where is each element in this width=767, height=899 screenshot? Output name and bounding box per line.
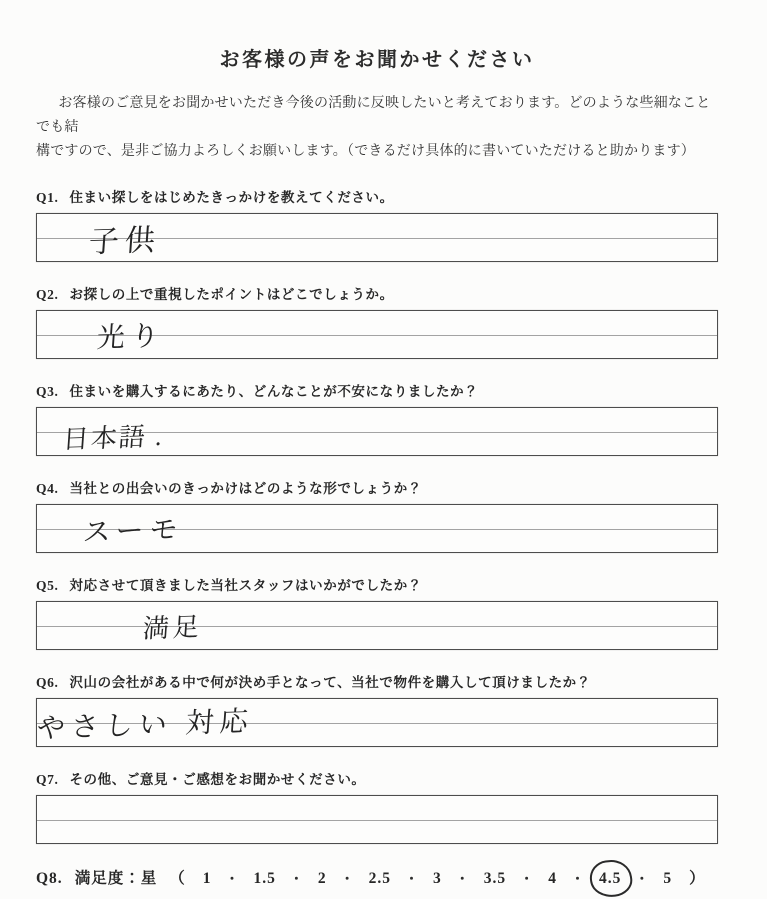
question-label — [36, 480, 718, 498]
question-label — [36, 189, 718, 207]
answer-box-midline — [37, 238, 717, 239]
handwritten-answer: スーモ — [81, 514, 185, 550]
question-text: 当社との出会いのきっかけはどのような形でしょうか？ — [69, 481, 422, 496]
answer-box-midline — [37, 820, 717, 821]
rating-option: 2 — [317, 870, 327, 887]
answer-box-midline — [37, 529, 717, 530]
question-text: 住まい探しをはじめたきっかけを教えてください。 — [69, 190, 394, 205]
question-number: Q2. — [36, 287, 59, 302]
rating-separator: ・ — [635, 871, 650, 886]
answer-box — [36, 310, 718, 359]
answer-box — [36, 795, 718, 844]
rating-option: 1 — [202, 870, 212, 887]
answer-box-midline — [37, 335, 717, 336]
rating-option: 1.5 — [253, 870, 276, 887]
rating-separator: ・ — [455, 871, 470, 886]
question-block-q1 — [36, 189, 718, 262]
question-block-q7 — [36, 771, 718, 844]
question-label — [36, 674, 718, 692]
question-label — [36, 577, 718, 595]
answer-box-midline — [37, 723, 717, 724]
rating-separator: ・ — [520, 871, 535, 886]
intro-line-2: 構ですので、是非ご協力よろしくお願いします。（できるだけ具体的に書いていただけると助かります） — [36, 144, 695, 159]
question-block-q5 — [36, 577, 718, 650]
question-number: Q4. — [36, 481, 59, 496]
open-paren: （ — [169, 870, 186, 887]
answer-box — [36, 601, 718, 650]
rating-option: 4 — [548, 870, 557, 887]
rating-option: 5 — [663, 870, 673, 887]
handwritten-answer: 子供 — [87, 224, 162, 260]
rating-separator: ・ — [289, 871, 304, 886]
rating-separator: ・ — [225, 871, 240, 886]
question-text: その他、ご意見・ご感想をお聞かせください。 — [69, 772, 366, 787]
handwritten-answer: 満足 — [141, 612, 204, 645]
question-number: Q6. — [36, 675, 59, 690]
intro-line-1: お客様のご意見をお聞かせいただき今後の活動に反映したいと考えております。どのような些細なことでも結 — [36, 96, 711, 135]
rating-option: 4.5 — [597, 868, 623, 890]
question-number: Q3. — [36, 384, 59, 399]
question-text: 住まいを購入するにあたり、どんなことが不安になりましたか？ — [69, 384, 479, 399]
answer-box — [36, 504, 718, 553]
question-block-q2 — [36, 286, 718, 359]
question-number: Q1. — [36, 190, 59, 205]
question-number: Q8. — [36, 870, 63, 887]
rating-separator: ・ — [340, 871, 355, 886]
handwritten-answer: 光り — [95, 321, 166, 355]
question-block-q6 — [36, 674, 718, 747]
question-number: Q7. — [36, 772, 59, 787]
question-number: Q5. — [36, 578, 59, 593]
question-text: 沢山の会社がある中で何が決め手となって、当社で物件を購入して頂けましたか？ — [69, 675, 591, 690]
rating-row-q8 — [36, 868, 718, 890]
answer-box — [36, 213, 718, 262]
intro-paragraph — [36, 92, 718, 164]
question-label — [36, 383, 718, 401]
rating-separator: ・ — [405, 871, 420, 886]
answer-box-midline — [37, 432, 717, 433]
rating-separator: ・ — [570, 871, 585, 886]
handwritten-answer: 日本語 . — [61, 421, 165, 455]
rating-option: 2.5 — [368, 870, 392, 887]
answer-box-midline — [37, 626, 717, 627]
question-text: 対応させて頂きました当社スタッフはいかがでしたか？ — [69, 578, 422, 593]
question-block-q3 — [36, 383, 718, 456]
question-text: お探しの上で重視したポイントはどこでしょうか。 — [69, 287, 394, 302]
close-paren: ） — [689, 870, 706, 887]
answer-box — [36, 698, 718, 747]
question-label — [36, 286, 718, 304]
question-label — [36, 771, 718, 789]
page-title: お客様の声をお聞かせください — [219, 49, 535, 71]
answer-box — [36, 407, 718, 456]
rating-label: 満足度：星 — [74, 870, 158, 887]
question-block-q4 — [36, 480, 718, 553]
handwritten-answer: やさしい 対応 — [35, 706, 255, 746]
rating-option: 3.5 — [483, 870, 507, 887]
rating-option: 3 — [433, 870, 442, 887]
